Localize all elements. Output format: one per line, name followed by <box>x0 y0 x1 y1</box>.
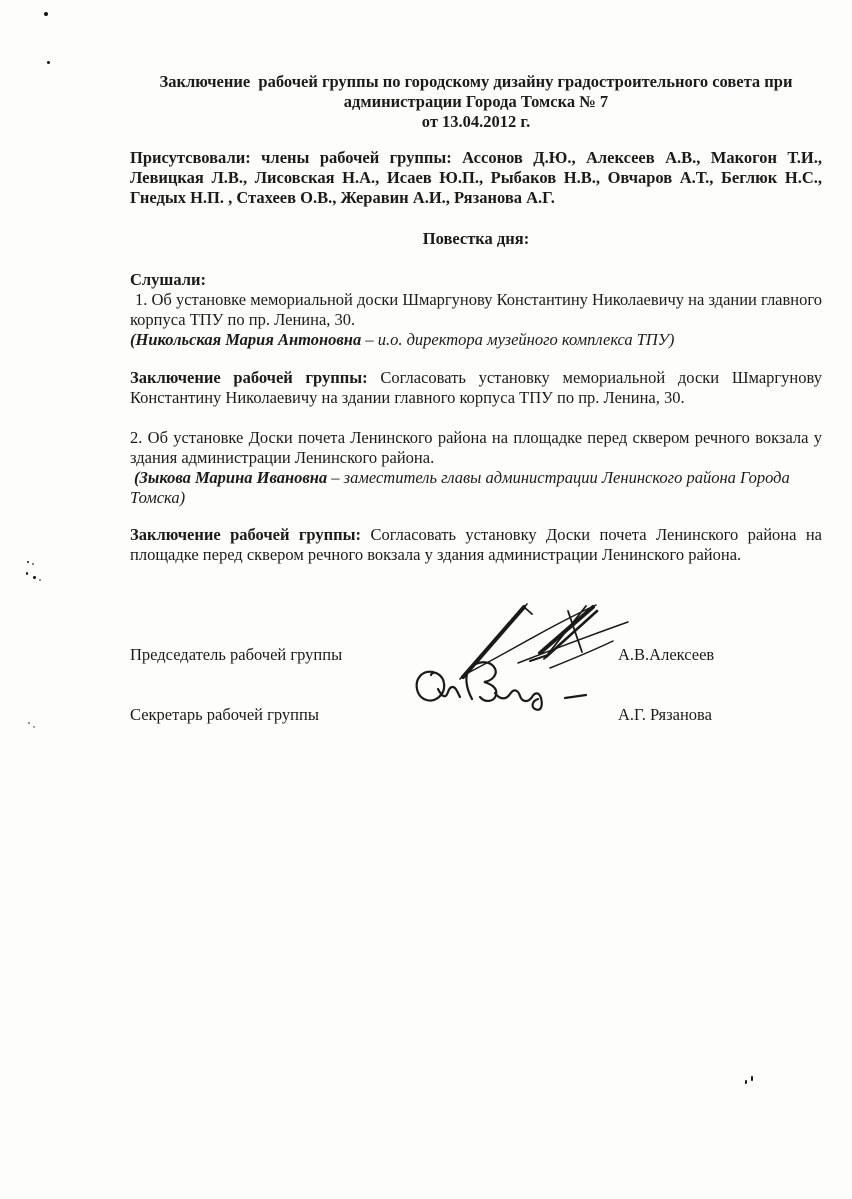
agenda-item-2 <box>130 428 822 508</box>
handwritten-signatures <box>400 578 650 728</box>
conclusion-1-text: Согласовать установку мемориальной доски Шмаргунову Константину Николаевичу на здании главного корпуса ТПУ по пр. Ленина, 30. <box>130 368 822 407</box>
title-line-2: администрации Города Томска № 7 <box>343 92 609 111</box>
item-2-speaker-role: – заместитель главы администрации Ленинского района Города Томска) <box>130 468 794 507</box>
conclusion-1-lead: Заключение рабочей группы: <box>130 368 368 387</box>
item-2-speaker-name: (Зыкова Марина Ивановна <box>134 468 328 487</box>
document-title <box>130 72 822 132</box>
item-1-text: 1. Об установке мемориальной доски Шмаргунову Константину Николаевичу на здании главного корпуса ТПУ по пр. Ленина, 30. <box>130 290 822 329</box>
scan-speck <box>751 1076 753 1081</box>
conclusion-2-paragraph <box>130 525 822 565</box>
attendees-paragraph: Присутсвовали: члены рабочей группы: Ассонов Д.Ю., Алексеев А.В., Макогон Т.И., Левицкая Л.В., Лисовская Н.А., Исаев Ю.П., Рыбаков Н.В., Овчаров А.Т., Беглюк Н.С., Гнедых Н.П. , Стахеев О.В., Жеравин А.И., Рязанова А.Г. <box>130 148 822 207</box>
title-line-1: Заключение рабочей группы по городскому дизайну градостроительного совета при <box>159 72 793 91</box>
document-body <box>130 0 823 724</box>
conclusion-1-paragraph <box>130 368 822 408</box>
scan-speck <box>47 61 50 64</box>
scan-speck <box>32 563 34 565</box>
secretary-role-label: Секретарь рабочей группы <box>130 705 319 724</box>
scan-speck <box>27 561 29 563</box>
chairman-name: А.В.Алексеев <box>618 645 715 664</box>
item-2-text: 2. Об установке Доски почета Ленинского района на площадке перед сквером речного вокзала у здания администрации Ленинского района. <box>130 428 822 467</box>
item-1-speaker-name: (Никольская Мария Антоновна <box>130 330 362 349</box>
scan-speck <box>33 576 36 579</box>
listened-heading: Слушали: <box>130 270 207 289</box>
scan-speck <box>33 726 35 728</box>
title-line-3: от 13.04.2012 г. <box>421 112 531 131</box>
item-2-speaker <box>130 468 822 508</box>
scan-speck <box>44 12 48 16</box>
secretary-signature-ink <box>417 662 586 710</box>
chairman-signature-ink <box>460 604 628 679</box>
conclusion-2-text: Согласовать установку Доски почета Ленинского района на площадке перед сквером речного вокзала у здания администрации Ленинского района. <box>130 525 823 564</box>
scan-speck <box>26 572 28 575</box>
secretary-name: А.Г. Рязанова <box>618 705 712 724</box>
chairman-role-label: Председатель рабочей группы <box>130 645 343 664</box>
item-1-speaker-role: – и.о. директора музейного комплекса ТПУ) <box>361 330 675 349</box>
agenda-item-1 <box>130 270 822 350</box>
conclusion-2-lead: Заключение рабочей группы: <box>130 525 362 544</box>
agenda-heading: Повестка дня: <box>422 229 530 248</box>
scan-speck <box>745 1080 747 1084</box>
item-1-speaker <box>130 330 822 350</box>
scan-speck <box>39 579 41 581</box>
scan-speck <box>28 722 30 724</box>
